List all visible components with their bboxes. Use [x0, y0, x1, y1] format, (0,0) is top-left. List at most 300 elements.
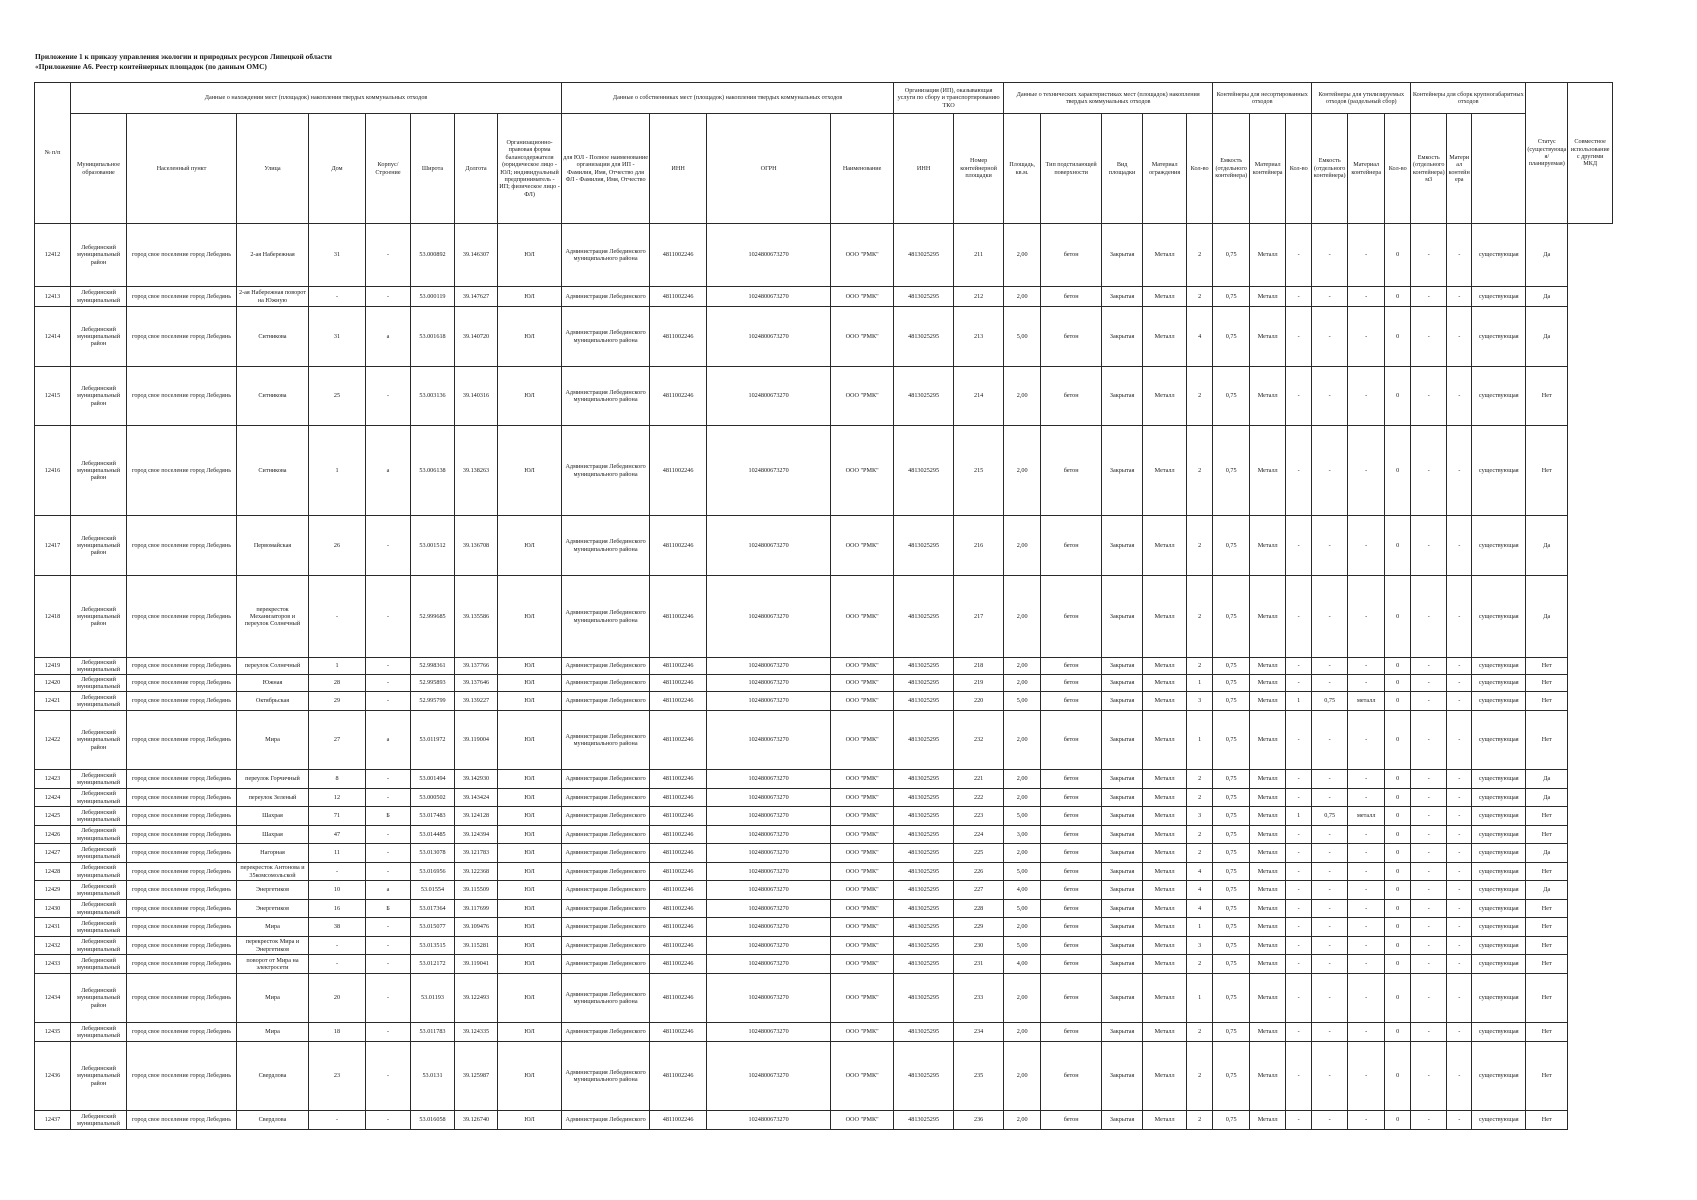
cell-lon: 39.117699: [455, 900, 498, 918]
cell-status: существующая: [1472, 692, 1526, 711]
cell-shared: Нет: [1526, 863, 1568, 881]
cell-r-material: -: [1348, 1042, 1385, 1111]
cell-r-capacity: -: [1312, 863, 1348, 881]
cell-street: Свердлова: [237, 1111, 309, 1130]
cell-house: 11: [309, 844, 366, 863]
cell-num: 12436: [35, 1042, 71, 1111]
cell-municipality: Лебединский муниципальный: [71, 863, 127, 881]
cell-b-capacity: -: [1411, 900, 1447, 918]
cell-b-count: 0: [1385, 937, 1411, 955]
cell-area: 2,00: [1004, 711, 1041, 770]
cell-r-material: -: [1348, 576, 1385, 658]
cell-r-material: -: [1348, 844, 1385, 863]
cell-owner-name: Администрация Лебединского муниципального района: [562, 711, 650, 770]
cell-lat: 53.01193: [411, 974, 455, 1023]
cell-building: -: [366, 692, 411, 711]
cell-shared: Нет: [1526, 692, 1568, 711]
cell-ogrn: 1024800673270: [707, 692, 831, 711]
cell-b-material: -: [1447, 844, 1472, 863]
cell-u-capacity: 0,75: [1213, 1042, 1250, 1111]
cell-lon: 39.119041: [455, 955, 498, 974]
cell-surface: бетон: [1041, 918, 1102, 937]
header-line-1: Приложение 1 к приказу управления экологии и природных ресурсов Липецкой области: [35, 52, 332, 61]
cell-municipality: Лебединский муниципальный: [71, 937, 127, 955]
cell-r-capacity: 0,75: [1312, 807, 1348, 826]
cell-municipality: Лебединский муниципальный район: [71, 307, 127, 367]
cell-lon: 39.115509: [455, 881, 498, 900]
cell-street: Энергетиков: [237, 900, 309, 918]
cell-u-material: Металл: [1250, 900, 1286, 918]
col-header-lat: Широта: [411, 114, 455, 224]
cell-b-material: -: [1447, 826, 1472, 844]
cell-site-type: Закрытая: [1102, 844, 1143, 863]
table-row: [35, 1042, 1613, 1111]
cell-lat: 53.016956: [411, 863, 455, 881]
cell-ogrn: 1024800673270: [707, 955, 831, 974]
col-header-op-inn: ИНН: [894, 114, 954, 224]
cell-fence: Металл: [1143, 224, 1187, 287]
cell-b-capacity: -: [1411, 918, 1447, 937]
cell-b-capacity: -: [1411, 692, 1447, 711]
cell-owner-name: Администрация Лебединского муниципального района: [562, 1042, 650, 1111]
cell-building: -: [366, 955, 411, 974]
cell-r-capacity: -: [1312, 711, 1348, 770]
cell-u-count: 2: [1187, 224, 1213, 287]
cell-building: -: [366, 1023, 411, 1042]
cell-house: -: [309, 1111, 366, 1130]
cell-surface: бетон: [1041, 789, 1102, 807]
cell-surface: бетон: [1041, 224, 1102, 287]
cell-inn: 4811002246: [650, 675, 707, 692]
cell-building: -: [366, 770, 411, 789]
col-header-b-material: Материал контейнера: [1447, 114, 1472, 224]
cell-lat: 53.016058: [411, 1111, 455, 1130]
cell-settlement: город свое поселение город Лебедянь: [127, 937, 237, 955]
cell-house: 1: [309, 426, 366, 516]
cell-legal-form: ЮЛ: [498, 1042, 562, 1111]
cell-site-type: Закрытая: [1102, 1111, 1143, 1130]
cell-lon: 39.125987: [455, 1042, 498, 1111]
cell-ogrn: 1024800673270: [707, 844, 831, 863]
cell-inn: 4811002246: [650, 576, 707, 658]
cell-site-type: Закрытая: [1102, 367, 1143, 426]
cell-b-material: -: [1447, 1111, 1472, 1130]
cell-settlement: город свое поселение город Лебедянь: [127, 900, 237, 918]
cell-site-type: Закрытая: [1102, 770, 1143, 789]
cell-owner-name: Администрация Лебединского: [562, 826, 650, 844]
cell-u-material: Металл: [1250, 1023, 1286, 1042]
col-header-op-name: Наименование: [831, 114, 894, 224]
cell-building: а: [366, 881, 411, 900]
cell-legal-form: ЮЛ: [498, 287, 562, 307]
cell-u-count: 1: [1187, 918, 1213, 937]
table-row: [35, 918, 1613, 937]
cell-lon: 39.138263: [455, 426, 498, 516]
cell-b-capacity: -: [1411, 807, 1447, 826]
table-row: [35, 287, 1613, 307]
cell-shared: Да: [1526, 224, 1568, 287]
cell-status: существующая: [1472, 658, 1526, 675]
cell-u-capacity: 0,75: [1213, 863, 1250, 881]
cell-u-material: Металл: [1250, 576, 1286, 658]
cell-op-inn: 4813025295: [894, 937, 954, 955]
cell-status: существующая: [1472, 287, 1526, 307]
cell-fence: Металл: [1143, 918, 1187, 937]
cell-site-no: 223: [954, 807, 1004, 826]
cell-lat: 53.001494: [411, 770, 455, 789]
cell-fence: Металл: [1143, 955, 1187, 974]
cell-street: Ситникова: [237, 307, 309, 367]
cell-u-count: 2: [1187, 826, 1213, 844]
cell-ogrn: 1024800673270: [707, 826, 831, 844]
cell-house: 71: [309, 807, 366, 826]
cell-street: Мира: [237, 918, 309, 937]
cell-house: 1: [309, 658, 366, 675]
cell-r-count: -: [1286, 675, 1312, 692]
cell-owner-name: Администрация Лебединского: [562, 1111, 650, 1130]
cell-num: 12424: [35, 789, 71, 807]
cell-area: 5,00: [1004, 692, 1041, 711]
cell-r-count: 1: [1286, 692, 1312, 711]
table-row: [35, 937, 1613, 955]
cell-r-capacity: -: [1312, 224, 1348, 287]
cell-municipality: Лебединский муниципальный: [71, 807, 127, 826]
cell-u-capacity: 0,75: [1213, 1111, 1250, 1130]
cell-b-material: -: [1447, 426, 1472, 516]
cell-lat: 53.013078: [411, 844, 455, 863]
cell-area: 2,00: [1004, 675, 1041, 692]
cell-shared: Да: [1526, 789, 1568, 807]
cell-b-count: 0: [1385, 770, 1411, 789]
table-row: [35, 863, 1613, 881]
cell-house: 29: [309, 692, 366, 711]
cell-lat: 52.999685: [411, 576, 455, 658]
cell-area: 2,00: [1004, 367, 1041, 426]
cell-lon: 39.122368: [455, 863, 498, 881]
col-header-fence: Материал ограждения: [1143, 114, 1187, 224]
table-header: [35, 83, 1613, 224]
cell-status: существующая: [1472, 807, 1526, 826]
cell-site-no: 235: [954, 1042, 1004, 1111]
cell-area: 5,00: [1004, 863, 1041, 881]
cell-u-material: Металл: [1250, 516, 1286, 576]
cell-b-capacity: -: [1411, 367, 1447, 426]
cell-site-no: 215: [954, 426, 1004, 516]
cell-b-count: 0: [1385, 844, 1411, 863]
document-header: [35, 52, 332, 71]
cell-house: 23: [309, 1042, 366, 1111]
cell-status: существующая: [1472, 937, 1526, 955]
cell-surface: бетон: [1041, 576, 1102, 658]
cell-lon: 39.135586: [455, 576, 498, 658]
cell-status: существующая: [1472, 826, 1526, 844]
cell-r-material: -: [1348, 711, 1385, 770]
cell-b-count: 0: [1385, 881, 1411, 900]
cell-num: 12427: [35, 844, 71, 863]
cell-b-material: -: [1447, 307, 1472, 367]
cell-b-capacity: -: [1411, 955, 1447, 974]
cell-settlement: город свое поселение город Лебедянь: [127, 955, 237, 974]
cell-legal-form: ЮЛ: [498, 900, 562, 918]
cell-surface: бетон: [1041, 770, 1102, 789]
cell-site-no: 233: [954, 974, 1004, 1023]
cell-num: 12429: [35, 881, 71, 900]
table-row: [35, 974, 1613, 1023]
cell-u-capacity: 0,75: [1213, 770, 1250, 789]
cell-b-material: -: [1447, 692, 1472, 711]
cell-ogrn: 1024800673270: [707, 918, 831, 937]
cell-u-count: 4: [1187, 863, 1213, 881]
cell-u-count: 2: [1187, 844, 1213, 863]
cell-inn: 4811002246: [650, 307, 707, 367]
cell-status: существующая: [1472, 789, 1526, 807]
cell-r-material: -: [1348, 516, 1385, 576]
cell-house: 27: [309, 711, 366, 770]
cell-u-material: Металл: [1250, 224, 1286, 287]
cell-u-capacity: 0,75: [1213, 576, 1250, 658]
col-header-site-type: Вид площадки: [1102, 114, 1143, 224]
cell-op-inn: 4813025295: [894, 863, 954, 881]
cell-area: 2,00: [1004, 770, 1041, 789]
table-row: [35, 658, 1613, 675]
table-row: [35, 826, 1613, 844]
cell-r-capacity: -: [1312, 955, 1348, 974]
cell-legal-form: ЮЛ: [498, 658, 562, 675]
col-header-area: Площадь, кв.м.: [1004, 114, 1041, 224]
cell-u-material: Металл: [1250, 807, 1286, 826]
cell-municipality: Лебединский муниципальный район: [71, 974, 127, 1023]
cell-r-count: -: [1286, 789, 1312, 807]
cell-lon: 39.147627: [455, 287, 498, 307]
cell-shared: Да: [1526, 844, 1568, 863]
cell-inn: 4811002246: [650, 937, 707, 955]
cell-b-capacity: -: [1411, 675, 1447, 692]
cell-municipality: Лебединский муниципальный район: [71, 224, 127, 287]
cell-u-material: Металл: [1250, 711, 1286, 770]
cell-op-name: ООО "РМК": [831, 675, 894, 692]
cell-r-capacity: -: [1312, 367, 1348, 426]
cell-site-no: 230: [954, 937, 1004, 955]
cell-owner-name: Администрация Лебединского: [562, 287, 650, 307]
cell-area: 4,00: [1004, 955, 1041, 974]
cell-building: -: [366, 974, 411, 1023]
cell-op-inn: 4813025295: [894, 1042, 954, 1111]
cell-ogrn: 1024800673270: [707, 307, 831, 367]
cell-op-name: ООО "РМК": [831, 367, 894, 426]
cell-inn: 4811002246: [650, 900, 707, 918]
cell-fence: Металл: [1143, 863, 1187, 881]
cell-op-inn: 4813025295: [894, 844, 954, 863]
group-header-operator: Организация (ИП), оказывающая услуги по сбору и транспортированию ТКО: [894, 83, 1004, 114]
cell-u-capacity: 0,75: [1213, 307, 1250, 367]
cell-owner-name: Администрация Лебединского муниципального района: [562, 974, 650, 1023]
cell-r-count: -: [1286, 287, 1312, 307]
cell-area: 2,00: [1004, 1042, 1041, 1111]
cell-site-no: 217: [954, 576, 1004, 658]
cell-inn: 4811002246: [650, 711, 707, 770]
cell-lon: 39.140720: [455, 307, 498, 367]
cell-house: -: [309, 937, 366, 955]
cell-settlement: город свое поселение город Лебедянь: [127, 711, 237, 770]
cell-fence: Металл: [1143, 974, 1187, 1023]
cell-r-count: -: [1286, 1023, 1312, 1042]
cell-b-capacity: -: [1411, 1023, 1447, 1042]
cell-r-capacity: -: [1312, 974, 1348, 1023]
cell-b-capacity: -: [1411, 426, 1447, 516]
cell-op-inn: 4813025295: [894, 224, 954, 287]
cell-area: 2,00: [1004, 789, 1041, 807]
cell-num: 12414: [35, 307, 71, 367]
table-row: [35, 844, 1613, 863]
col-header-inn: ИНН: [650, 114, 707, 224]
cell-num: 12421: [35, 692, 71, 711]
cell-shared: Нет: [1526, 711, 1568, 770]
cell-inn: 4811002246: [650, 789, 707, 807]
cell-op-inn: 4813025295: [894, 675, 954, 692]
cell-r-material: -: [1348, 675, 1385, 692]
cell-building: а: [366, 711, 411, 770]
cell-site-type: Закрытая: [1102, 224, 1143, 287]
cell-b-count: 0: [1385, 675, 1411, 692]
cell-b-count: 0: [1385, 576, 1411, 658]
cell-site-type: Закрытая: [1102, 1023, 1143, 1042]
cell-r-capacity: -: [1312, 900, 1348, 918]
cell-status: существующая: [1472, 955, 1526, 974]
cell-b-count: 0: [1385, 307, 1411, 367]
cell-inn: 4811002246: [650, 955, 707, 974]
cell-lat: 53.000119: [411, 287, 455, 307]
cell-ogrn: 1024800673270: [707, 974, 831, 1023]
cell-settlement: город свое поселение город Лебедянь: [127, 224, 237, 287]
cell-site-no: 227: [954, 881, 1004, 900]
cell-shared: Нет: [1526, 1111, 1568, 1130]
cell-owner-name: Администрация Лебединского: [562, 900, 650, 918]
table-row: [35, 1111, 1613, 1130]
cell-municipality: Лебединский муниципальный: [71, 826, 127, 844]
cell-site-type: Закрытая: [1102, 576, 1143, 658]
cell-op-name: ООО "РМК": [831, 881, 894, 900]
cell-shared: Нет: [1526, 974, 1568, 1023]
cell-r-material: -: [1348, 770, 1385, 789]
cell-u-count: 2: [1187, 367, 1213, 426]
cell-shared: Нет: [1526, 955, 1568, 974]
cell-u-capacity: 0,75: [1213, 918, 1250, 937]
cell-municipality: Лебединский муниципальный район: [71, 367, 127, 426]
cell-op-name: ООО "РМК": [831, 863, 894, 881]
cell-r-material: -: [1348, 658, 1385, 675]
cell-street: переулок Солнечный: [237, 658, 309, 675]
cell-b-count: 0: [1385, 1042, 1411, 1111]
cell-inn: 4811002246: [650, 692, 707, 711]
table-row: [35, 955, 1613, 974]
cell-shared: Да: [1526, 307, 1568, 367]
cell-house: -: [309, 955, 366, 974]
cell-u-material: Металл: [1250, 692, 1286, 711]
cell-shared: Да: [1526, 287, 1568, 307]
cell-b-material: -: [1447, 711, 1472, 770]
cell-building: -: [366, 789, 411, 807]
cell-op-name: ООО "РМК": [831, 937, 894, 955]
cell-b-capacity: -: [1411, 1042, 1447, 1111]
cell-municipality: Лебединский муниципальный район: [71, 711, 127, 770]
cell-op-inn: 4813025295: [894, 576, 954, 658]
cell-inn: 4811002246: [650, 863, 707, 881]
cell-status: существующая: [1472, 863, 1526, 881]
cell-b-material: -: [1447, 287, 1472, 307]
cell-u-material: Металл: [1250, 675, 1286, 692]
cell-r-capacity: -: [1312, 287, 1348, 307]
cell-owner-name: Администрация Лебединского муниципального района: [562, 367, 650, 426]
cell-settlement: город свое поселение город Лебедянь: [127, 516, 237, 576]
cell-municipality: Лебединский муниципальный: [71, 918, 127, 937]
cell-site-type: Закрытая: [1102, 516, 1143, 576]
cell-lat: 53.017364: [411, 900, 455, 918]
cell-num: 12437: [35, 1111, 71, 1130]
cell-r-count: -: [1286, 881, 1312, 900]
cell-op-name: ООО "РМК": [831, 974, 894, 1023]
cell-legal-form: ЮЛ: [498, 1111, 562, 1130]
cell-municipality: Лебединский муниципальный район: [71, 426, 127, 516]
cell-r-capacity: -: [1312, 918, 1348, 937]
cell-legal-form: ЮЛ: [498, 516, 562, 576]
cell-legal-form: ЮЛ: [498, 955, 562, 974]
cell-num: 12432: [35, 937, 71, 955]
cell-lon: 39.121783: [455, 844, 498, 863]
cell-fence: Металл: [1143, 807, 1187, 826]
cell-owner-name: Администрация Лебединского: [562, 844, 650, 863]
col-header-u-material: Материал контейнера: [1250, 114, 1286, 224]
cell-lon: 39.139227: [455, 692, 498, 711]
cell-legal-form: ЮЛ: [498, 918, 562, 937]
cell-fence: Металл: [1143, 1023, 1187, 1042]
table-row: [35, 426, 1613, 516]
cell-lat: 53.006138: [411, 426, 455, 516]
cell-area: 2,00: [1004, 516, 1041, 576]
cell-status: существующая: [1472, 675, 1526, 692]
cell-area: 2,00: [1004, 287, 1041, 307]
cell-building: Б: [366, 807, 411, 826]
cell-site-type: Закрытая: [1102, 900, 1143, 918]
cell-municipality: Лебединский муниципальный: [71, 658, 127, 675]
cell-u-material: Металл: [1250, 770, 1286, 789]
cell-u-count: 2: [1187, 770, 1213, 789]
cell-b-capacity: -: [1411, 224, 1447, 287]
cell-u-material: Металл: [1250, 789, 1286, 807]
cell-lat: 53.000502: [411, 789, 455, 807]
cell-u-material: Металл: [1250, 367, 1286, 426]
cell-owner-name: Администрация Лебединского: [562, 789, 650, 807]
cell-b-material: -: [1447, 658, 1472, 675]
cell-site-no: 218: [954, 658, 1004, 675]
cell-street: перекресток Механизаторов и переулок Солнечный: [237, 576, 309, 658]
cell-op-inn: 4813025295: [894, 807, 954, 826]
cell-legal-form: ЮЛ: [498, 675, 562, 692]
cell-op-inn: 4813025295: [894, 658, 954, 675]
cell-legal-form: ЮЛ: [498, 692, 562, 711]
table-row: [35, 675, 1613, 692]
cell-owner-name: Администрация Лебединского муниципального района: [562, 516, 650, 576]
cell-r-capacity: -: [1312, 658, 1348, 675]
cell-b-count: 0: [1385, 955, 1411, 974]
table-row: [35, 770, 1613, 789]
cell-num: 12422: [35, 711, 71, 770]
cell-street: Шахрая: [237, 826, 309, 844]
cell-r-capacity: -: [1312, 881, 1348, 900]
cell-r-capacity: -: [1312, 770, 1348, 789]
header-line-2: «Приложение А6. Реестр контейнерных площадок (по данным ОМС): [35, 61, 267, 71]
cell-legal-form: ЮЛ: [498, 863, 562, 881]
cell-site-type: Закрытая: [1102, 826, 1143, 844]
